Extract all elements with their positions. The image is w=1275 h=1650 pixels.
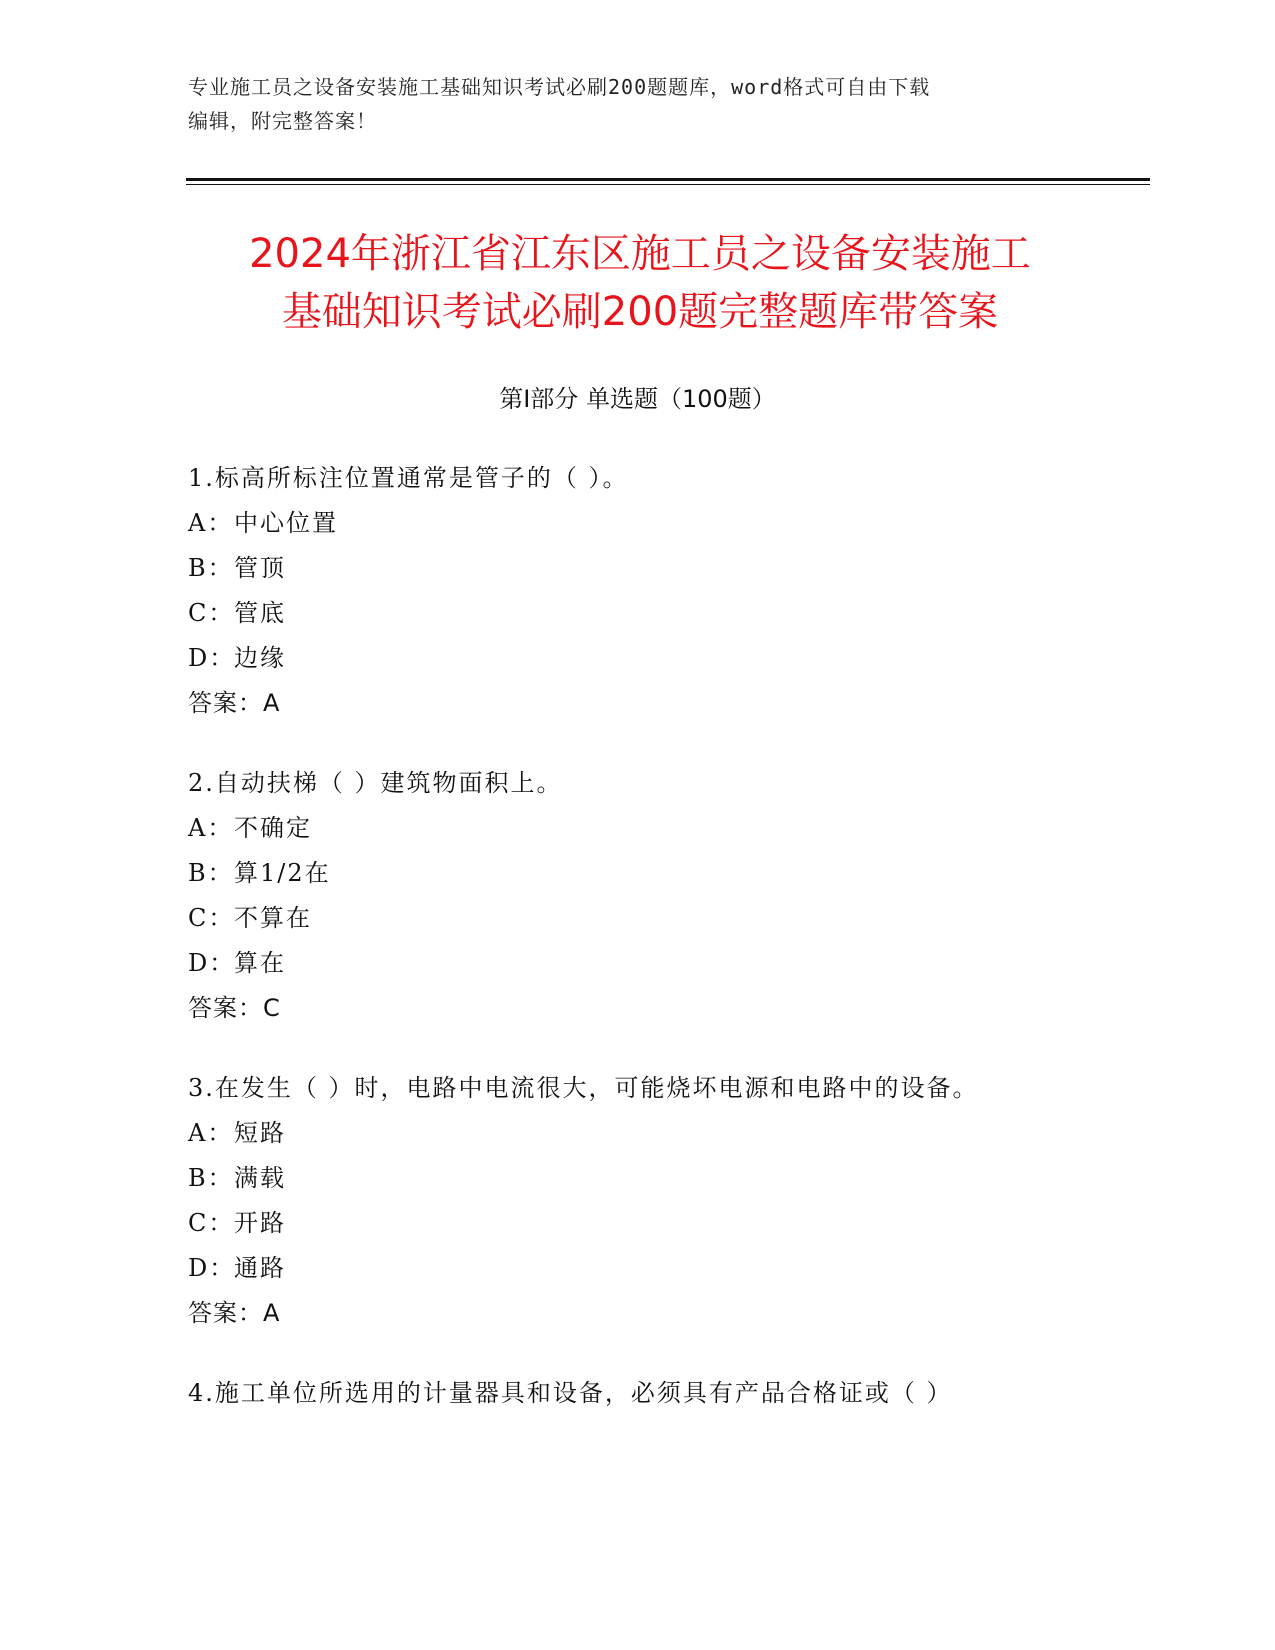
option-letter: A： [188,509,234,537]
option-d [188,636,1148,681]
document-title-line-2: 基础知识考试必刷200题完整题库带答案 [281,289,999,335]
header-note-line-1: 专业施工员之设备安装施工基础知识考试必刷200题题库，word格式可自由下载 [188,75,931,99]
option-letter: B： [188,1164,234,1192]
answer-label: 答案： [188,1299,263,1327]
question-3 [188,1066,1148,1336]
question-stem: 1.标高所标注位置通常是管子的（ ）。 [188,464,629,492]
answer-value: A [263,1299,281,1327]
option-letter: A： [188,814,234,842]
answer-line [188,681,1148,726]
option-text: 管底 [234,599,286,627]
option-text: 中心位置 [234,509,338,537]
option-c [188,896,1148,941]
option-b [188,851,1148,896]
answer-line [188,1291,1148,1336]
question-stem: 2.自动扶梯（ ）建筑物面积上。 [188,769,563,797]
option-letter: C： [188,904,235,932]
option-d [188,941,1148,986]
option-text: 短路 [234,1119,286,1147]
answer-label: 答案： [188,689,263,717]
option-text: 边缘 [234,644,286,672]
option-text: 通路 [234,1254,286,1282]
option-text: 开路 [234,1209,286,1237]
option-text: 不确定 [234,814,312,842]
option-text: 管顶 [234,554,286,582]
option-a [188,501,1148,546]
option-letter: C： [188,599,235,627]
answer-line [188,986,1148,1031]
option-d [188,1246,1148,1291]
answer-value: C [263,994,281,1022]
answer-value: A [263,689,281,717]
option-text: 不算在 [234,904,312,932]
question-4 [188,1371,1148,1416]
option-letter: A： [188,1119,234,1147]
option-b [188,1156,1148,1201]
option-text: 算1/2在 [234,859,331,887]
option-text: 满载 [234,1164,286,1192]
answer-label: 答案： [188,994,263,1022]
option-letter: D： [188,949,236,977]
option-c [188,1201,1148,1246]
option-letter: D： [188,1254,236,1282]
section-heading: 第Ⅰ部分 单选题（100题） [499,385,776,413]
option-letter: B： [188,859,234,887]
option-letter: D： [188,644,236,672]
question-stem: 3.在发生（ ）时，电路中电流很大，可能烧坏电源和电路中的设备。 [188,1074,979,1102]
question-2 [188,761,1148,1031]
header-note [188,70,1088,138]
option-b [188,546,1148,591]
option-a [188,806,1148,851]
option-letter: C： [188,1209,235,1237]
option-letter: B： [188,554,234,582]
option-c [188,591,1148,636]
document-title [160,225,1120,341]
option-text: 算在 [234,949,286,977]
document-title-line-1: 2024年浙江省江东区施工员之设备安装施工 [249,231,1031,277]
header-rule-thick [186,178,1150,181]
option-a [188,1111,1148,1156]
header-rule-thin [186,184,1150,185]
question-1 [188,456,1148,726]
header-note-line-2: 编辑，附完整答案！ [188,109,377,133]
question-stem: 4.施工单位所选用的计量器具和设备，必须具有产品合格证或（ ） [188,1379,953,1407]
